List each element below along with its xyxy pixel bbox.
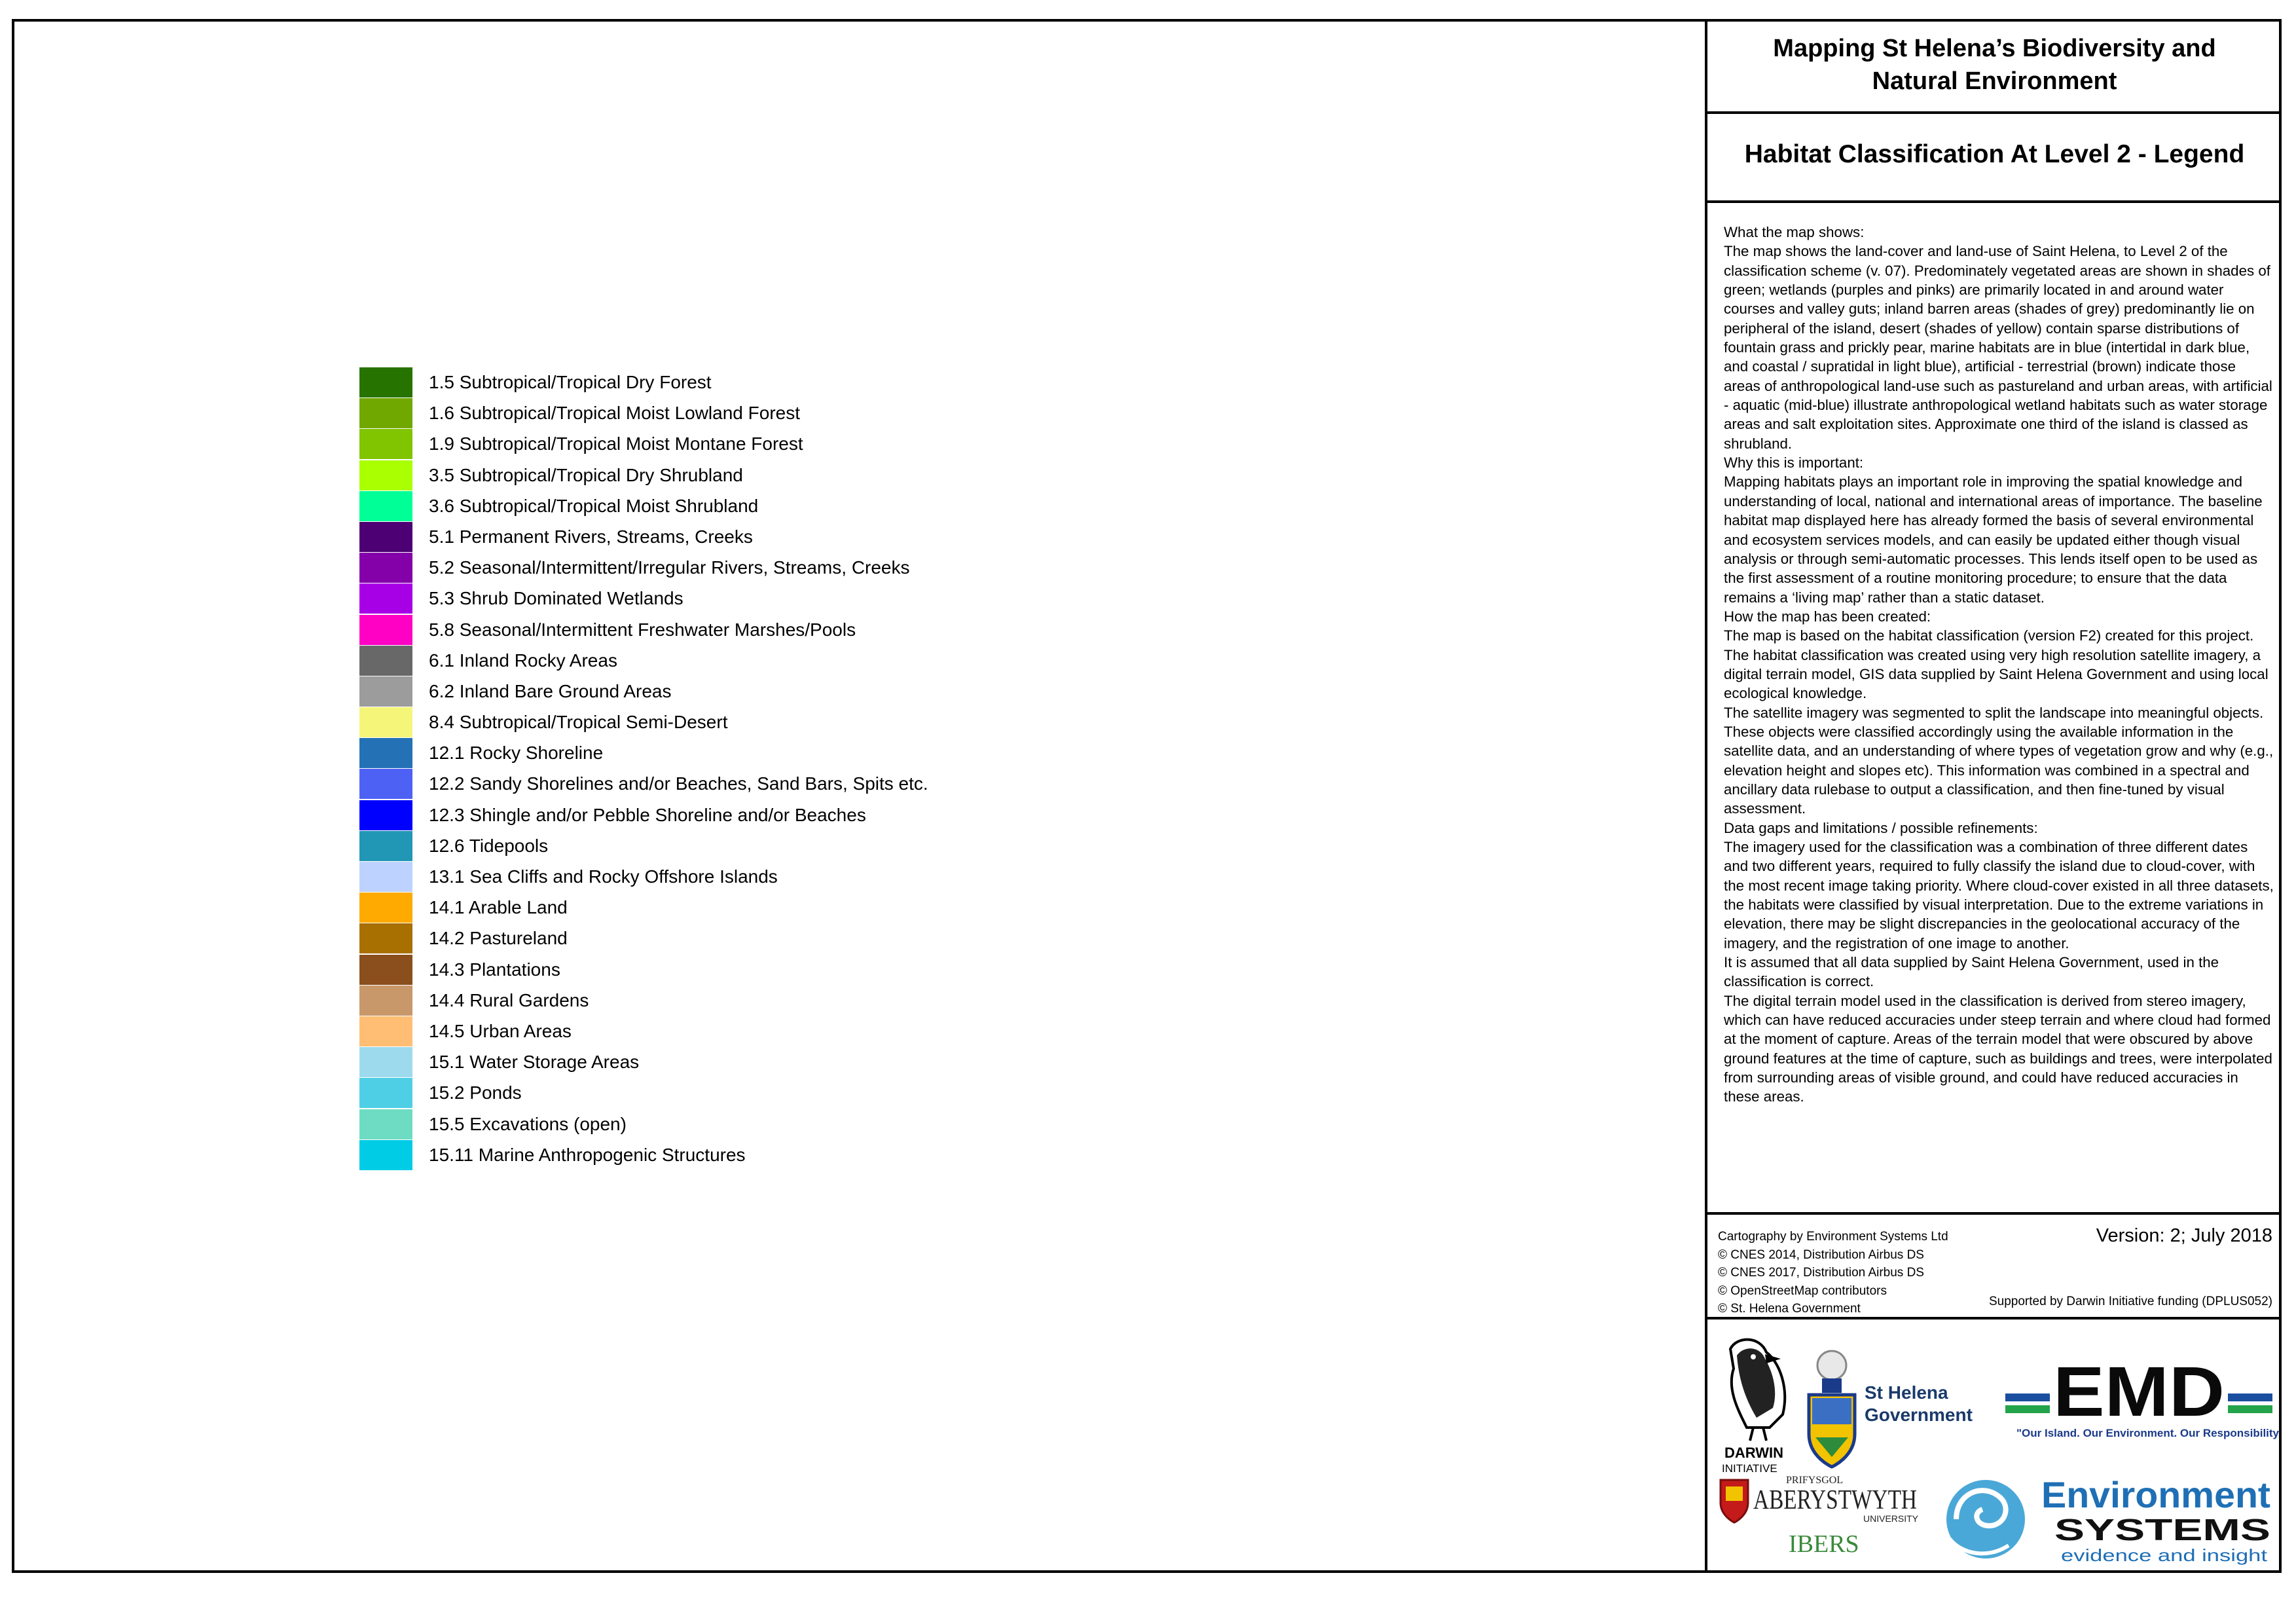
legend-swatch — [359, 1109, 412, 1139]
legend-label: 14.5 Urban Areas — [429, 1020, 572, 1041]
aberystwyth-logo — [1721, 1475, 1919, 1558]
map-description — [1724, 223, 2274, 1107]
darwin-initiative-logo — [1722, 1340, 1785, 1475]
description-paragraph: It is assumed that all data supplied by Saint Helena Government, used in the classification is correct. — [1724, 954, 2219, 990]
st-helena-text: St Helena — [1865, 1382, 1948, 1403]
description-paragraph: The satellite imagery was segmented to split the landscape into meaningful objects. These objects were classified accordingly using the available information in the satellite data, and an understanding of where types of vegetation grow and why (e.g., elevation height and slopes etc). This information was combined in a spectral and ancillary data rulebase to output a classification, and then fine-tuned by visual assessment. — [1724, 704, 2274, 817]
legend-label: 15.5 Excavations (open) — [429, 1113, 627, 1134]
description-paragraph: The imagery used for the classification was a combination of three different dates and two different years, required to fully classify the island due to cloud-cover, with the most recent image taking priority. Where cloud-cover existed in all three datasets, the habitats were classified by visual interpretation. Due to the extreme variations in elevation, there may be slight discrepancies in the geolocational accuracy of the imagery, and the registration of one image to another. — [1724, 839, 2274, 951]
legend-title: Habitat Classification At Level 2 - Legend — [1744, 140, 2245, 168]
credit-line: © OpenStreetMap contributors — [1718, 1283, 1887, 1298]
environment-text: Environment — [2041, 1474, 2270, 1515]
legend-label: 14.4 Rural Gardens — [429, 989, 589, 1010]
divider — [1707, 111, 2282, 114]
description-paragraph: What the map shows: — [1724, 224, 1865, 240]
legend-label: 3.6 Subtropical/Tropical Moist Shrubland — [429, 495, 759, 516]
legend-swatch — [359, 491, 412, 521]
legend-swatch — [359, 738, 412, 768]
legend-swatch — [359, 615, 412, 645]
ibers-text: IBERS — [1789, 1530, 1859, 1558]
legend-swatch — [359, 955, 412, 985]
map-area — [12, 19, 1705, 1573]
credit-line: © CNES 2017, Distribution Airbus DS — [1718, 1266, 1924, 1280]
legend-label: 6.2 Inland Bare Ground Areas — [429, 680, 672, 701]
version-label: Version: 2; July 2018 — [2096, 1225, 2272, 1246]
government-text: Government — [1865, 1405, 1973, 1425]
legend-swatch — [359, 460, 412, 490]
legend-swatch — [359, 831, 412, 861]
map-title-line2: Natural Environment — [1872, 67, 2117, 95]
legend-label: 5.1 Permanent Rivers, Streams, Creeks — [429, 526, 753, 547]
legend-swatch — [359, 553, 412, 583]
legend-label: 14.1 Arable Land — [429, 897, 568, 918]
credits-block — [1718, 1228, 1948, 1318]
legend-label: 15.2 Ponds — [429, 1082, 522, 1103]
side-panel — [1705, 19, 2282, 1573]
legend-label: 13.1 Sea Cliffs and Rocky Offshore Islands — [429, 866, 778, 887]
description-paragraph: Mapping habitats plays an important role in improving the spatial knowledge and understanding of local, national and international areas of importance. The baseline habitat map displayed here has already formed the basis of several environmental and ecosystem services models, and can easily be updated either though visual analysis or through semi-automatic processes. This lends itself open to be used as the first assessment of a routine monitoring procedure; to ensure that the data remains a ‘living map’ rather than a static dataset. — [1724, 473, 2263, 606]
credit-line: Cartography by Environment Systems Ltd — [1718, 1230, 1948, 1244]
legend-swatch — [359, 367, 412, 397]
legend-swatch — [359, 893, 412, 923]
description-paragraph: The map is based on the habitat classification (version F2) created for this project. The habitat classification was created using very high resolution satellite imagery, a digital terrain model, GIS data supplied by Saint Helena Government and using local ecological knowledge. — [1724, 627, 2269, 702]
emd-text: EMD — [2053, 1352, 2225, 1431]
legend-swatch — [359, 769, 412, 799]
legend-swatch — [359, 1078, 412, 1108]
legend-label: 12.1 Rocky Shoreline — [429, 743, 604, 764]
credit-line: © CNES 2014, Distribution Airbus DS — [1718, 1247, 1924, 1262]
legend-swatch — [359, 1016, 412, 1046]
environment-systems-logo — [1946, 1474, 2270, 1565]
legend-swatch — [359, 398, 412, 428]
legend-swatch — [359, 1140, 412, 1170]
description-paragraph: The map shows the land-cover and land-use of Saint Helena, to Level 2 of the classification scheme (v. 07). Predominately vegetated areas are shown in shades of green; wetlands (purples and pinks) are primarily located in and around water courses and valley guts; inland barren areas (shades of grey) predominantly lie on peripheral of the island, desert (shades of yellow) contain sparse distributions of fountain grass and prickly pear, marine habitats are in blue (intertidal in dark blue, and coastal / supratidal in light blue), artificial - terrestrial (brown) indicate those areas of anthropological land-use such as pastureland and urban areas, with artificial - aquatic (mid-blue) illustrate anthropological wetland habitats such as water storage areas and salt exploitation sites. Approximate one third of the island is classed as shrubland. — [1724, 243, 2272, 452]
legend-label: 1.9 Subtropical/Tropical Moist Montane Forest — [429, 434, 803, 454]
legend-swatch — [359, 646, 412, 676]
legend-label: 3.5 Subtropical/Tropical Dry Shrubland — [429, 464, 743, 485]
darwin-text: DARWIN — [1724, 1445, 1784, 1461]
description-paragraph: Why this is important: — [1724, 454, 1864, 471]
legend-label: 14.2 Pastureland — [429, 928, 568, 949]
emd-logo — [2005, 1352, 2279, 1439]
legend-swatch — [359, 707, 412, 737]
legend-swatch — [359, 1047, 412, 1077]
aber-name-text: ABERYSTWYTH — [1753, 1485, 1917, 1515]
divider — [1707, 1212, 2282, 1215]
description-paragraph: The digital terrain model used in the classification is derived from stereo imagery, which can have reduced accuracies under steep terrain and where cloud had formed at the moment of capture. Areas of the terrain model that were obscured by above ground features at the time of capture, such as buildings and trees, were interpolated from surrounding areas of visible ground, and could have reduced accuracies in these areas. — [1724, 992, 2272, 1105]
legend-label: 12.2 Sandy Shorelines and/or Beaches, Sand Bars, Spits etc. — [429, 773, 928, 794]
legend-label: 15.11 Marine Anthropogenic Structures — [429, 1144, 746, 1165]
initiative-text: INITIATIVE — [1722, 1462, 1777, 1475]
legend-swatch — [359, 583, 412, 614]
legend-swatch — [359, 800, 412, 830]
legend-swatch — [359, 429, 412, 459]
legend-label: 15.1 Water Storage Areas — [429, 1052, 640, 1073]
legend-label: 5.2 Seasonal/Intermittent/Irregular Rivers, Streams, Creeks — [429, 557, 910, 578]
legend-swatch — [359, 862, 412, 892]
map-title — [1707, 32, 2282, 98]
credit-line: © St. Helena Government — [1718, 1302, 1861, 1316]
legend-label: 12.3 Shingle and/or Pebble Shoreline and/or Beaches — [429, 804, 866, 825]
logos-area — [1707, 1329, 2282, 1573]
legend-label: 12.6 Tidepools — [429, 835, 549, 856]
legend-swatch — [359, 923, 412, 953]
funding-label: Supported by Darwin Initiative funding (DPLUS052) — [1988, 1295, 2272, 1308]
aber-prifysgol-text: PRIFYSGOL — [1786, 1475, 1844, 1486]
legend-label: 5.8 Seasonal/Intermittent Freshwater Marshes/Pools — [429, 619, 856, 640]
legend-swatch — [359, 522, 412, 552]
legend-label: 6.1 Inland Rocky Areas — [429, 650, 617, 671]
legend-label: 5.3 Shrub Dominated Wetlands — [429, 588, 683, 609]
description-paragraph: Data gaps and limitations / possible refinements: — [1724, 819, 2038, 836]
map-title-line1: Mapping St Helena’s Biodiversity and — [1773, 35, 2216, 62]
emd-slogan: "Our Island. Our Environment. Our Responsibility." — [2016, 1427, 2279, 1439]
legend-swatch — [359, 986, 412, 1016]
description-paragraph: How the map has been created: — [1724, 608, 1931, 625]
legend-label: 8.4 Subtropical/Tropical Semi-Desert — [429, 712, 728, 733]
legend-swatch — [359, 676, 412, 707]
tagline-text: evidence and insight — [2061, 1545, 2269, 1565]
aber-university-text: UNIVERSITY — [1863, 1513, 1919, 1524]
st-helena-crest — [1809, 1351, 1973, 1467]
divider — [1707, 1317, 2282, 1320]
legend-label: 1.5 Subtropical/Tropical Dry Forest — [429, 372, 712, 392]
systems-text: SYSTEMS — [2054, 1513, 2270, 1547]
legend-label: 14.3 Plantations — [429, 959, 560, 980]
partner-logos — [1707, 1329, 2279, 1573]
divider — [1707, 200, 2282, 203]
legend-label: 1.6 Subtropical/Tropical Moist Lowland Forest — [429, 403, 800, 424]
